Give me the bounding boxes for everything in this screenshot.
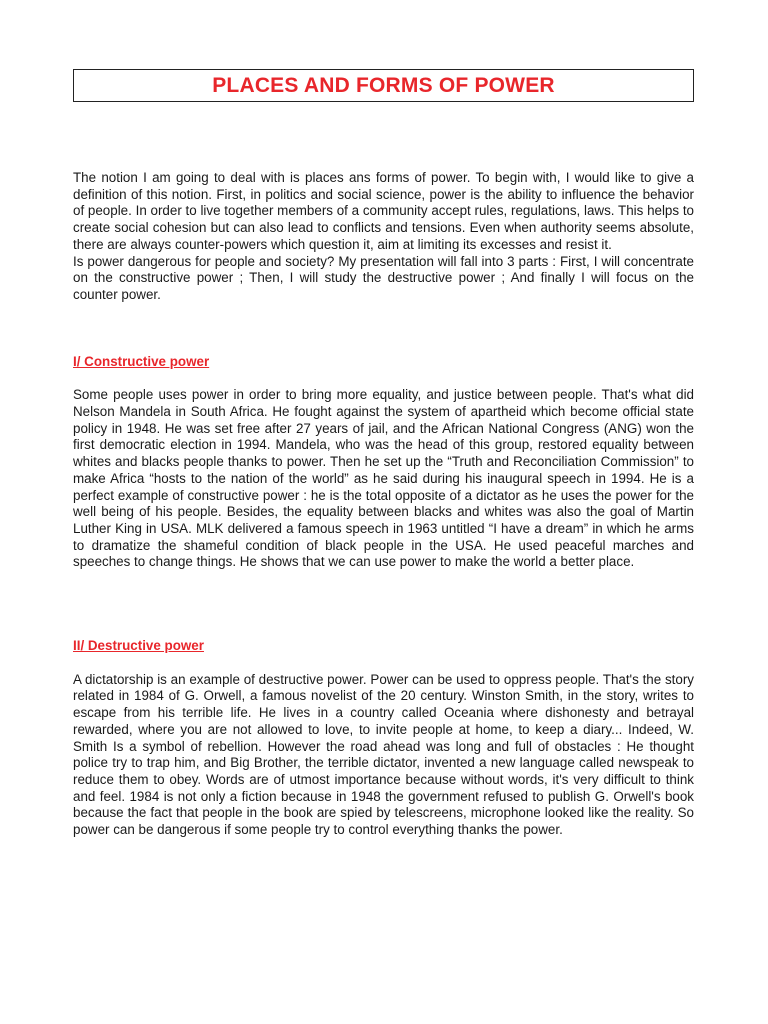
- title-box: [73, 69, 694, 102]
- intro-outline-paragraph: Is power dangerous for people and society? My presentation will fall into 3 parts : First, I will concentrate on the constructive power ; Then, I will study the destructive power ; And finally I will focus on the counter power.: [73, 253, 694, 302]
- section-body-constructive: Some people uses power in order to bring more equality, and justice between people. That's what did Nelson Mandela in South Africa. He fought against the system of apartheid which become official state policy in 1948. He was set free after 27 years of jail, and the African National Congress (ANG) won the first democratic election in 1994. Mandela, who was the head of this group, restored equality between whites and blacks people thanks to power. Then he set up the “Truth and Reconciliation Commission” to make Africa “hosts to the nation of the world” as he said during his inaugural speech in 1994. He is a perfect example of constructive power : he is the total opposite of a dictator as he uses the power for the well being of his people. Besides, the equality between blacks and whites was also the goal of Martin Luther King in USA. MLK delivered a famous speech in 1963 untitled “I have a dream” in which he arms to dramatize the shameful condition of black people in the USA. He used peaceful marches and speeches to change things. He shows that we can use power to make the world a better place.: [73, 387, 694, 570]
- section-heading-constructive: I/ Constructive power: [73, 353, 210, 369]
- document-body: [73, 170, 694, 839]
- page-title: PLACES AND FORMS OF POWER: [212, 74, 555, 97]
- intro-paragraph: The notion I am going to deal with is places ans forms of power. To begin with, I would like to give a definition of this notion. First, in politics and social science, power is the ability to influence the behavior of people. In order to live together members of a community accept rules, regulations, laws. This helps to create social cohesion but can also lead to conflicts and tensions. Even when authority seems absolute, there are always counter-powers which question it, aim at limiting its excesses and resist it.: [73, 170, 694, 252]
- section-heading-destructive: II/ Destructive power: [73, 638, 204, 654]
- section-body-destructive: A dictatorship is an example of destructive power. Power can be used to oppress people. That's the story related in 1984 of G. Orwell, a famous novelist of the 20 century. Winston Smith, in the story, writes to escape from his terrible life. He lives in a country called Oceania where dishonesty and betrayal rewarded, where you are not allowed to love, to invite people at home, to keep a diary... Indeed, W. Smith Is a symbol of rebellion. However the road ahead was long and full of obstacles : He thought police try to trap him, and Big Brother, the terrible dictator, invented a new language called newspeak to reduce them to obey. Words are of utmost importance because without words, it's very difficult to think and feel. 1984 is not only a fiction because in 1948 the government refused to publish G. Orwell's book because the fact that people in the book are spied by telescreens, microphone looked like the reality. So power can be dangerous if some people try to control everything thanks the power.: [73, 671, 694, 838]
